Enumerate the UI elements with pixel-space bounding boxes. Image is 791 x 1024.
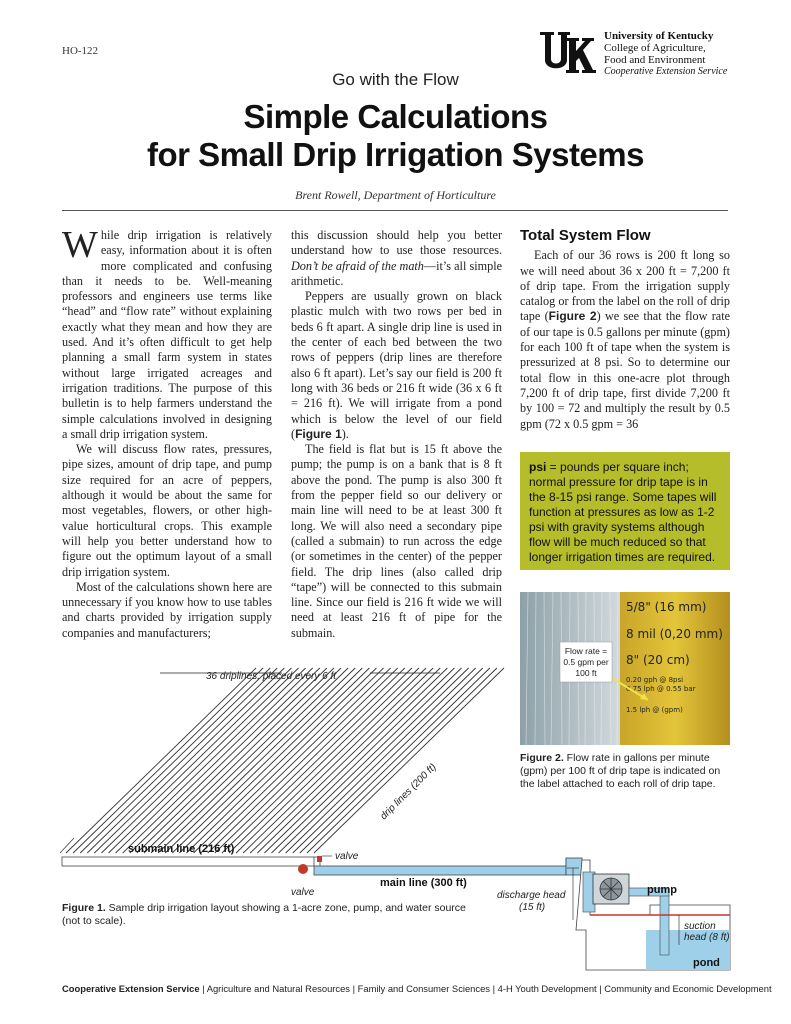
- tape-spacing-text: 8" (20 cm): [626, 653, 690, 667]
- paragraph-text: ).: [341, 426, 349, 441]
- suction-head-label: suction: [684, 921, 716, 932]
- figure-2-text: Flow rate in gallons per minute (gpm) per 100 ft of drip tape is indicated on the label attached to each roll of drip tape.: [520, 752, 721, 790]
- suction-head-label: head (8 ft): [684, 932, 730, 943]
- paragraph: We will discuss flow rates, pressures, pipe sizes, amount of drip tape, and pump size required for an acre of peppers, although it would be about the same for most vegetables, flowers, or other high-value horticultural crops. This example will help you better understand how to figure out the optimum layout of a small drip irrigation system.: [62, 442, 272, 579]
- tape-flow-text: 1.5 lph @ (gpm): [626, 706, 683, 714]
- dripline: [165, 668, 355, 853]
- dripline: [87, 668, 277, 853]
- dripline: [73, 668, 263, 853]
- dripline: [257, 668, 447, 853]
- paragraph-text: —it’s all simple arithmetic.: [291, 258, 502, 288]
- pump-icon: [593, 874, 629, 904]
- dripline: [293, 668, 483, 853]
- org-service: Cooperative Extension Service: [604, 66, 728, 77]
- main-line: [314, 866, 566, 875]
- dripline: [94, 668, 284, 853]
- dripline: [151, 668, 341, 853]
- column-3: [520, 228, 730, 432]
- dripline: [300, 668, 490, 853]
- footer-programs: | Agriculture and Natural Resources | Family and Consumer Sciences | 4-H Youth Development | Community and Economic Development: [199, 983, 772, 994]
- org-college: College of Agriculture,: [604, 42, 706, 54]
- dripline: [314, 668, 504, 853]
- tape-flow-text: 0.20 gph @ 8psi: [626, 676, 684, 684]
- paragraph: The field is flat but is 15 ft above the pump; the pump is on a bank that is 8 ft above the pond. The pump is also 300 ft from the pepper field so our delivery or main line will need to be at least 300 ft long. We will also need a secondary pipe (called a submain) to run across the edge (or sometimes in the center) of the pepper field. The drip lines (also called drip “tape”) will be connected to this submain line. Since our field is 216 ft wide we will need at least 216 ft of pipe for the submain.: [291, 442, 502, 640]
- dripline: [172, 668, 362, 853]
- dripline: [179, 668, 369, 853]
- column-2: [291, 228, 502, 641]
- dripline: [186, 668, 376, 853]
- psi-term: psi: [529, 460, 547, 474]
- valve-icon: [298, 864, 308, 874]
- dripline: [243, 668, 433, 853]
- divider: [62, 210, 728, 211]
- dripline: [264, 668, 454, 853]
- submain-label: submain line (216 ft): [128, 843, 235, 855]
- author: Brent Rowell, Department of Horticulture: [295, 188, 496, 202]
- psi-callout: [520, 452, 730, 570]
- figure-ref: Figure 2: [548, 309, 597, 324]
- flow-rate-label: Flow rate =: [564, 646, 608, 656]
- paragraph: [291, 289, 502, 442]
- paragraph: [62, 224, 272, 442]
- paragraph: Most of the calculations shown here are unnecessary if you know how to use tables and charts provided by irrigation supply companies and manufacturers;: [62, 579, 272, 640]
- main-line-label: main line (300 ft): [380, 877, 467, 889]
- dripline: [194, 668, 384, 853]
- figure-ref: Figure 1: [295, 426, 342, 441]
- dripline: [158, 668, 348, 853]
- dripline: [66, 668, 256, 853]
- psi-definition: = pounds per square inch; normal pressure for drip tape is in the 8-15 psi range. Some tapes will function at pressures as low as 1-2 psi with gravity systems although flow will be much reduced so that longer irrigation times are required.: [529, 460, 717, 564]
- tape-flow-text: 0.75 lph @ 0.55 bar: [626, 685, 696, 693]
- document-id: HO-122: [62, 45, 99, 57]
- dripline: [116, 668, 306, 853]
- page-title: [0, 98, 791, 174]
- paragraph-text: hile drip irrigation is relatively easy, information about it is often more complicated and confusing than it needs to be. Well-meaning professors and engineers use terms like “head” and “flow rate” without explaining exactly what they mean and how they are used. And it’s often difficult to get help planning a small farm system in states without large irrigated acreages and irrigation traditions. The purpose of this bulletin is to help farmers understand the simple calculations involved in designing a small drip irrigation system.: [62, 228, 272, 441]
- flow-rate-label: 100 ft: [575, 668, 597, 678]
- paragraph-text: this discussion should help you better understand how to use those resources.: [291, 228, 502, 258]
- title-line-1: Simple Calculations: [243, 98, 548, 135]
- dripline: [130, 668, 320, 853]
- title-line-2: for Small Drip Irrigation Systems: [147, 136, 644, 173]
- dripline: [222, 668, 412, 853]
- valve-icon: [317, 856, 322, 862]
- org-university: University of Kentucky: [604, 30, 714, 42]
- dripline: [201, 668, 391, 853]
- paragraph-text: Peppers are usually grown on black plastic mulch with two rows per bed in beds 6 ft apart. A single drip line is used in the center of each bed between the two rows of peppers (drip lines are therefore also 6 ft apart). Let’s say our field is 200 ft long with 36 beds or 216 ft wide (36 x 6 ft = 216 ft). We will irrigate from a pond which is below the level of our field (: [291, 289, 502, 441]
- dripline: [279, 668, 469, 853]
- kicker: Go with the Flow: [332, 70, 459, 89]
- pump-label: pump: [647, 884, 677, 896]
- dripline: [123, 668, 313, 853]
- dripline: [109, 668, 299, 853]
- tape-wall-text: 8 mil (0,20 mm): [626, 627, 723, 641]
- dripline: [208, 668, 398, 853]
- dripline: [101, 668, 291, 853]
- paragraph: [520, 248, 730, 432]
- org-college-2: Food and Environment: [604, 54, 706, 66]
- dripline: [286, 668, 476, 853]
- footer-service: Cooperative Extension Service: [62, 983, 200, 994]
- discharge-head-label: (15 ft): [519, 902, 546, 913]
- emphasis-text: Don’t be afraid of the math: [291, 258, 424, 273]
- figure-2-label: Figure 2.: [520, 752, 564, 764]
- footer: [62, 983, 772, 994]
- flow-rate-label: 0.5 gpm per: [563, 657, 609, 667]
- dripline: [137, 668, 327, 853]
- column-1: [62, 224, 272, 641]
- paragraph-text: ) we see that the flow rate of our tape is 0.5 gallons per minute (gpm) for each 100 ft of tape when the system is pressurized at 8 psi. So to determine our total flow in this one-acre plot through 7,200 ft of drip tape, first divide 7,200 ft by 100 = 72 and multiply the result by 0.5 gpm (72 x 0.5 gpm = 36: [520, 309, 730, 431]
- paragraph: [291, 228, 502, 289]
- figure-1-text: Sample drip irrigation layout showing a 1-acre zone, pump, and water source (not to scale).: [62, 902, 466, 927]
- figure-1-caption: [62, 902, 472, 928]
- dripline: [250, 668, 440, 853]
- paragraph-text: Each of our 36 rows is 200 ft long so we will need about 36 x 200 ft = 7,200 ft of drip tape. From the irrigation supply catalog or from the label on the roll of drip tape (: [520, 248, 730, 324]
- dripline: [80, 668, 270, 853]
- discharge-head-label: discharge head: [497, 890, 566, 901]
- dripline: [307, 668, 497, 853]
- drop-cap: W: [62, 224, 98, 266]
- dripline: [229, 668, 419, 853]
- dripline: [271, 668, 461, 853]
- driplines-length-label: drip lines (200 ft): [378, 761, 439, 823]
- driplines-label: 36 driplines, placed every 6 ft: [206, 671, 337, 682]
- valve-label: valve: [291, 887, 315, 898]
- figure-1-label: Figure 1.: [62, 902, 106, 914]
- valve-label: valve: [335, 851, 359, 862]
- tape-size-text: 5/8" (16 mm): [626, 600, 707, 614]
- dripline: [236, 668, 426, 853]
- submain-line: [62, 857, 314, 866]
- pond-label: pond: [693, 957, 720, 969]
- driplines: [66, 668, 504, 853]
- dripline: [215, 668, 405, 853]
- section-heading: Total System Flow: [520, 227, 651, 244]
- dripline: [144, 668, 334, 853]
